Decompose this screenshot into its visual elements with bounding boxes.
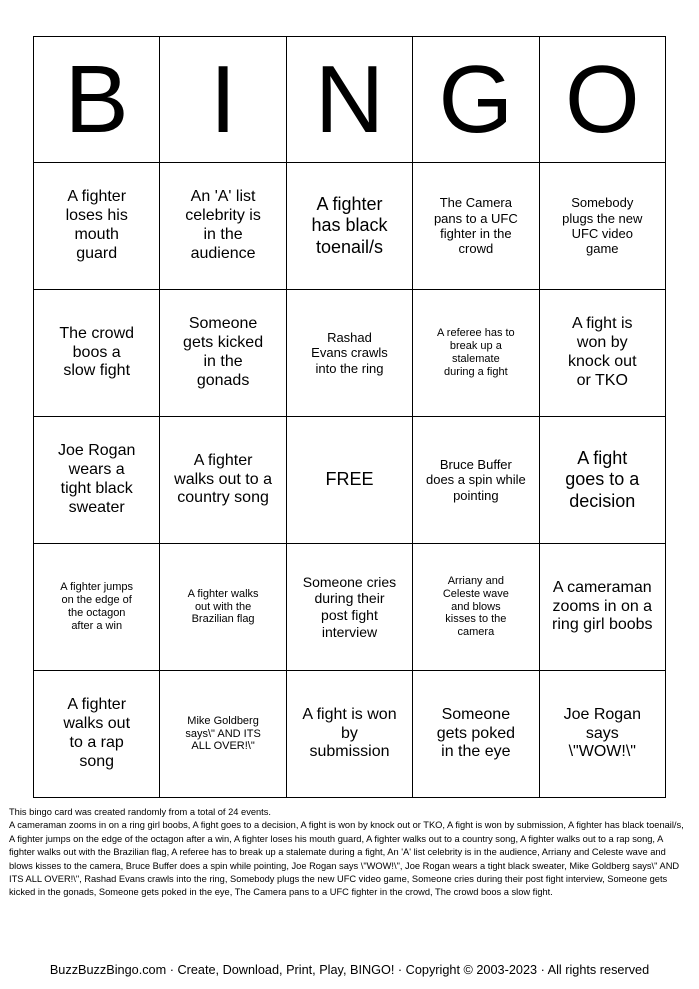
event-list: A cameraman zooms in on a ring girl boobs, A fight goes to a decision, A fight is won by knock out or TKO, A fight is won by submission, A fighter has black toenail/s, A fighter jumps on the edge of the octagon after a win, A fighter loses his mouth guard, A fighter walks out to a country song, A fighter walks out to a rap song, A fighter walks out with the Brazilian flag, A referee has to break up a stalemate during a fight, An 'A' list celebrity is in the audience, Arriany and Celeste wave and blows kisses to the camera, Bruce Buffer does a spin while pointing, Joe Rogan says \"WOW!\", Joe Rogan wears a tight black sweater, Mike Goldberg says\" AND ITS ALL OVER!\", Rashad Evans crawls into the ring, Somebody plugs the new UFC video game, Someone cries during their post fight interview, Someone gets kicked in the gonads, Someone gets poked in the eye, The Camera pans to a UFC fighter in the crowd, The crowd boos a slow fight.: [9, 820, 684, 898]
bingo-cell: An 'A' list celebrity is in the audience: [160, 163, 286, 290]
card-intro: This bingo card was created randomly from a total of 24 events.: [9, 807, 271, 817]
bingo-cell: A fighter jumps on the edge of the octagon after a win: [34, 544, 160, 671]
bingo-cell: A fight goes to a decision: [539, 417, 665, 544]
bingo-cell: A fight is won by knock out or TKO: [539, 290, 665, 417]
header-letter-g: G: [413, 37, 539, 163]
header-letter-i: I: [160, 37, 286, 163]
bingo-cell: A cameraman zooms in on a ring girl boobs: [539, 544, 665, 671]
card-description: [9, 806, 689, 900]
bingo-cell: A referee has to break up a stalemate during a fight: [413, 290, 539, 417]
bingo-cell: Mike Goldberg says\" AND ITS ALL OVER!\": [160, 671, 286, 798]
site-footer: BuzzBuzzBingo.com · Create, Download, Print, Play, BINGO! · Copyright © 2003-2023 · All rights reserved: [49, 963, 650, 977]
bingo-header-row: [34, 37, 666, 163]
bingo-cell: Somebody plugs the new UFC video game: [539, 163, 665, 290]
bingo-cell: The Camera pans to a UFC fighter in the crowd: [413, 163, 539, 290]
bingo-cell: Someone gets poked in the eye: [413, 671, 539, 798]
bingo-cell: Someone cries during their post fight interview: [286, 544, 412, 671]
bingo-free-cell: FREE: [286, 417, 412, 544]
bingo-card: [33, 36, 666, 798]
bingo-row: [34, 290, 666, 417]
bingo-cell: A fighter loses his mouth guard: [34, 163, 160, 290]
bingo-row: [34, 163, 666, 290]
header-letter-o: O: [539, 37, 665, 163]
header-letter-n: N: [286, 37, 412, 163]
bingo-cell: Arriany and Celeste wave and blows kisses to the camera: [413, 544, 539, 671]
bingo-cell: Someone gets kicked in the gonads: [160, 290, 286, 417]
bingo-cell: Bruce Buffer does a spin while pointing: [413, 417, 539, 544]
bingo-cell: A fighter walks out to a country song: [160, 417, 286, 544]
bingo-cell: Rashad Evans crawls into the ring: [286, 290, 412, 417]
header-letter-b: B: [34, 37, 160, 163]
bingo-cell: The crowd boos a slow fight: [34, 290, 160, 417]
bingo-row: [34, 544, 666, 671]
bingo-cell: Joe Rogan says \"WOW!\": [539, 671, 665, 798]
bingo-cell: A fighter has black toenail/s: [286, 163, 412, 290]
bingo-cell: A fighter walks out with the Brazilian flag: [160, 544, 286, 671]
bingo-row: [34, 417, 666, 544]
bingo-row: [34, 671, 666, 798]
bingo-cell: Joe Rogan wears a tight black sweater: [34, 417, 160, 544]
bingo-cell: A fight is won by submission: [286, 671, 412, 798]
bingo-cell: A fighter walks out to a rap song: [34, 671, 160, 798]
